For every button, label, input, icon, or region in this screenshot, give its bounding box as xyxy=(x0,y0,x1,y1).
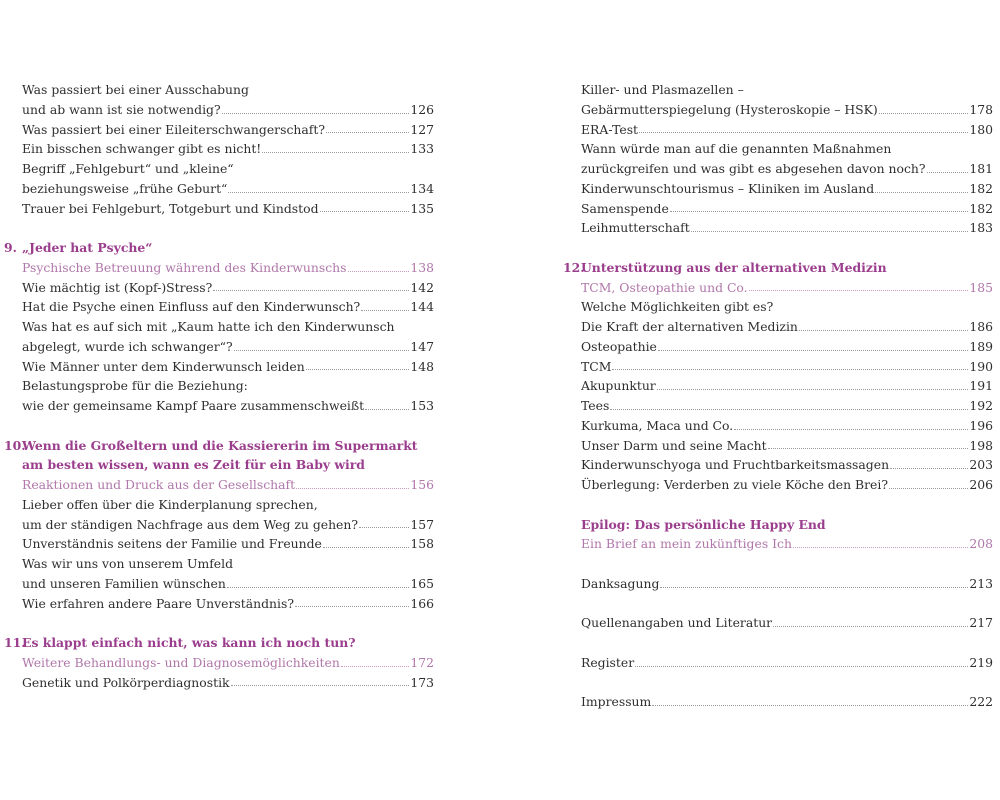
toc-entry-title: Killer- und Plasmazellen – xyxy=(581,82,744,97)
toc-entry-title: Welche Möglichkeiten gibt es? xyxy=(581,299,774,315)
dot-leader xyxy=(365,409,409,410)
toc-entry xyxy=(4,574,434,594)
chapter-number: 10. xyxy=(4,437,26,453)
toc-entry-title: Genetik und Polkörperdiagnostik xyxy=(22,674,230,690)
toc-entry xyxy=(563,218,993,238)
toc-entry-title: Wie Männer unter dem Kinderwunsch leiden xyxy=(22,358,305,374)
toc-entry-title: Es klappt einfach nicht, was kann ich noch tun? xyxy=(22,635,356,650)
toc-entry-title: Unser Darm und seine Macht xyxy=(581,437,767,453)
toc-entry-title: Ein bisschen schwanger gibt es nicht! xyxy=(22,141,262,157)
page-number: 203 xyxy=(969,457,993,473)
toc-spacer xyxy=(563,495,993,515)
dot-leader xyxy=(227,587,409,588)
toc-entry-title: Trauer bei Fehlgeburt, Totgeburt und Kindstod xyxy=(22,200,319,216)
toc-entry xyxy=(4,534,434,554)
dot-leader xyxy=(234,350,410,351)
dot-leader xyxy=(691,231,969,232)
page-number: 165 xyxy=(410,575,434,591)
toc-entry xyxy=(4,376,434,396)
chapter-subtitle-entry xyxy=(563,534,993,554)
dot-leader xyxy=(262,152,409,153)
toc-spacer xyxy=(563,238,993,258)
toc-entry-title: TCM, Osteopathie und Co. xyxy=(581,279,748,295)
dot-leader xyxy=(348,271,410,272)
toc-entry-title: um der ständigen Nachfrage aus dem Weg zu gehen? xyxy=(22,516,359,532)
toc-spacer xyxy=(563,594,993,614)
toc-entry-title: Osteopathie xyxy=(581,338,657,354)
toc-entry-title: Epilog: Das persönliche Happy End xyxy=(581,516,826,532)
dot-leader xyxy=(799,330,968,331)
toc-entry-title: und ab wann ist sie notwendig? xyxy=(22,101,221,117)
toc-entry-title: Hat die Psyche einen Einfluss auf den Kinderwunsch? xyxy=(22,299,361,315)
page-number: 153 xyxy=(410,398,434,413)
toc-entry xyxy=(563,692,993,712)
dot-leader xyxy=(320,211,410,212)
chapter-subtitle-entry xyxy=(4,653,434,673)
page-number: 138 xyxy=(410,259,434,275)
chapter-number: 12. xyxy=(563,259,585,275)
toc-spacer xyxy=(4,218,434,238)
toc-entry-title: Was passiert bei einer Eileiterschwangerschaft? xyxy=(22,121,325,137)
toc-entry-title: Wie mächtig ist (Kopf-)Stress? xyxy=(22,279,213,295)
page-number: 178 xyxy=(969,101,993,117)
toc-entry-title: Register xyxy=(581,654,635,670)
dot-leader xyxy=(927,172,969,173)
toc-entry xyxy=(4,120,434,140)
toc-left-page xyxy=(4,80,434,692)
toc-entry xyxy=(563,337,993,357)
toc-entry xyxy=(563,179,993,199)
toc-entry-title: Psychische Betreuung während des Kinderwunschs xyxy=(22,259,347,275)
page-number: 126 xyxy=(410,101,434,117)
dot-leader xyxy=(658,350,968,351)
chapter-number: 11. xyxy=(4,635,26,650)
dot-leader xyxy=(361,310,409,311)
dot-leader xyxy=(768,448,969,449)
dot-leader xyxy=(890,468,968,469)
page-number: 133 xyxy=(410,141,434,157)
toc-entry-title: Was passiert bei einer Ausschabung xyxy=(22,82,249,97)
toc-spacer xyxy=(563,554,993,574)
toc-entry-title: Leihmutterschaft xyxy=(581,220,690,236)
toc-entry-title: Gebärmutterspiegelung (Hysteroskopie – HSK) xyxy=(581,101,878,117)
toc-entry xyxy=(563,436,993,456)
toc-entry xyxy=(563,653,993,673)
chapter-subtitle-entry xyxy=(4,475,434,495)
page-number: 185 xyxy=(969,279,993,295)
toc-entry-title: Belastungsprobe für die Beziehung: xyxy=(22,378,248,394)
toc-entry xyxy=(4,297,434,317)
toc-entry-title: Akupunktur xyxy=(581,378,656,394)
chapter-heading xyxy=(563,515,993,535)
page-number: 213 xyxy=(969,575,993,591)
page-number: 191 xyxy=(969,378,993,394)
toc-entry-title: Danksagung xyxy=(581,575,660,591)
toc-entry xyxy=(563,139,993,159)
dot-leader xyxy=(213,290,409,291)
dot-leader xyxy=(231,685,410,686)
toc-spacer xyxy=(563,633,993,653)
toc-spacer xyxy=(4,416,434,436)
toc-entry-title: und unseren Familien wünschen xyxy=(22,575,226,591)
toc-entry xyxy=(4,199,434,219)
page-number: 206 xyxy=(969,477,993,492)
dot-leader xyxy=(610,409,968,410)
toc-entry xyxy=(4,357,434,377)
page-number: 198 xyxy=(969,437,993,453)
page-number: 222 xyxy=(969,694,993,710)
toc-entry xyxy=(4,80,434,100)
toc-entry xyxy=(563,357,993,377)
chapter-subtitle-entry xyxy=(4,258,434,278)
page-number: 219 xyxy=(969,654,993,670)
page-number: 135 xyxy=(410,200,434,216)
toc-entry-title: Reaktionen und Druck aus der Gesellschaft xyxy=(22,477,296,492)
toc-entry xyxy=(4,673,434,693)
page-number: 183 xyxy=(969,220,993,236)
dot-leader xyxy=(326,132,409,133)
toc-entry xyxy=(4,179,434,199)
page-number: 157 xyxy=(410,516,434,532)
page-number: 142 xyxy=(410,279,434,295)
toc-right-page xyxy=(563,80,993,712)
toc-entry xyxy=(563,416,993,436)
toc-entry xyxy=(4,100,434,120)
toc-entry xyxy=(563,317,993,337)
page-number: 189 xyxy=(969,338,993,354)
toc-entry-title: Überlegung: Verderben zu viele Köche den Brei? xyxy=(581,477,888,492)
page-number: 172 xyxy=(410,654,434,670)
page-number: 158 xyxy=(410,536,434,552)
page-number: 156 xyxy=(410,477,434,492)
page-number: 144 xyxy=(410,299,434,315)
toc-entry xyxy=(563,396,993,416)
dot-leader xyxy=(359,527,409,528)
toc-entry-title: am besten wissen, wann es Zeit für ein Baby wird xyxy=(22,457,365,473)
toc-entry-title: Was hat es auf sich mit „Kaum hatte ich den Kinderwunsch xyxy=(22,319,395,334)
toc-entry-title: Wie erfahren andere Paare Unverständnis? xyxy=(22,595,294,611)
toc-entry-title: Unverständnis seitens der Familie und Freunde xyxy=(22,536,322,552)
toc-entry xyxy=(563,574,993,594)
toc-entry xyxy=(563,376,993,396)
toc-entry-title: zurückgreifen und was gibt es abgesehen davon noch? xyxy=(581,161,926,176)
dot-leader xyxy=(612,369,968,370)
toc-entry-title: Ein Brief an mein zukünftiges Ich xyxy=(581,536,792,552)
page-number: 182 xyxy=(969,180,993,196)
toc-entry xyxy=(4,278,434,298)
toc-entry xyxy=(4,317,434,337)
dot-leader xyxy=(222,113,410,114)
toc-entry-title: Tees xyxy=(581,398,610,413)
toc-entry-title: Samenspende xyxy=(581,200,669,216)
toc-entry-title: ERA-Test xyxy=(581,121,639,137)
toc-entry xyxy=(563,297,993,317)
toc-entry-title: Weitere Behandlungs- und Diagnosemöglichkeiten xyxy=(22,654,340,670)
dot-leader xyxy=(306,369,410,370)
page-number: 127 xyxy=(410,121,434,137)
dot-leader xyxy=(734,429,968,430)
page-number: 148 xyxy=(410,358,434,374)
dot-leader xyxy=(660,587,968,588)
toc-entry-title: Kinderwunschtourismus – Kliniken im Ausland xyxy=(581,180,875,196)
page-number: 190 xyxy=(969,358,993,374)
page-number: 208 xyxy=(969,536,993,552)
toc-entry xyxy=(4,495,434,515)
page-number: 192 xyxy=(969,398,993,413)
toc-entry xyxy=(4,396,434,416)
toc-entry xyxy=(563,455,993,475)
dot-leader xyxy=(749,290,969,291)
toc-entry-title: Kurkuma, Maca und Co. xyxy=(581,417,734,433)
chapter-subtitle-entry xyxy=(563,278,993,298)
toc-entry xyxy=(563,159,993,179)
toc-entry-title: Was wir uns von unserem Umfeld xyxy=(22,556,234,571)
toc-entry-title: Die Kraft der alternativen Medizin xyxy=(581,319,798,334)
toc-entry xyxy=(563,613,993,633)
toc-entry-title: beziehungsweise „frühe Geburt“ xyxy=(22,180,228,196)
page-number: 166 xyxy=(410,595,434,611)
chapter-number: 9. xyxy=(4,240,17,255)
toc-entry-title: TCM xyxy=(581,358,612,374)
toc-entry xyxy=(563,199,993,219)
toc-entry-title: Quellenangaben und Literatur xyxy=(581,615,773,631)
dot-leader xyxy=(875,192,968,193)
page-number: 134 xyxy=(410,180,434,196)
toc-entry-title: Impressum xyxy=(581,694,652,710)
dot-leader xyxy=(793,547,968,548)
toc-entry-title: wie der gemeinsame Kampf Paare zusammenschweißt xyxy=(22,398,365,413)
toc-entry-title: Wenn die Großeltern und die Kassiererin im Supermarkt xyxy=(22,437,418,453)
page-number: 186 xyxy=(969,319,993,334)
toc-entry xyxy=(4,139,434,159)
toc-spacer xyxy=(563,673,993,693)
dot-leader xyxy=(879,113,969,114)
toc-entry-title: Unterstützung aus der alternativen Medizin xyxy=(581,259,887,275)
toc-entry xyxy=(4,159,434,179)
toc-entry-title: abgelegt, wurde ich schwanger“? xyxy=(22,338,233,354)
chapter-heading xyxy=(4,455,434,475)
toc-entry xyxy=(4,515,434,535)
dot-leader xyxy=(295,606,409,607)
dot-leader xyxy=(889,488,968,489)
toc-entry xyxy=(4,594,434,614)
toc-entry-title: Lieber offen über die Kinderplanung sprechen, xyxy=(22,496,318,512)
dot-leader xyxy=(639,132,968,133)
toc-entry-title: Wann würde man auf die genannten Maßnahmen xyxy=(581,141,892,157)
dot-leader xyxy=(228,192,409,193)
chapter-heading xyxy=(563,258,993,278)
dot-leader xyxy=(652,705,968,706)
toc-entry xyxy=(563,120,993,140)
page-number: 173 xyxy=(410,674,434,690)
toc-spacer xyxy=(4,613,434,633)
toc-entry xyxy=(4,554,434,574)
dot-leader xyxy=(341,666,410,667)
toc-entry-title: Begriff „Fehlgeburt“ und „kleine“ xyxy=(22,161,234,176)
dot-leader xyxy=(773,626,968,627)
toc-entry-title: Kinderwunschyoga und Fruchtbarkeitsmassagen xyxy=(581,457,890,473)
dot-leader xyxy=(323,547,409,548)
page-number: 217 xyxy=(969,615,993,631)
chapter-heading xyxy=(4,436,434,456)
dot-leader xyxy=(296,488,409,489)
page-number: 182 xyxy=(969,200,993,216)
toc-entry xyxy=(563,100,993,120)
chapter-heading xyxy=(4,238,434,258)
chapter-heading xyxy=(4,633,434,653)
toc-entry xyxy=(563,475,993,495)
dot-leader xyxy=(670,211,969,212)
page-number: 147 xyxy=(410,338,434,354)
page-number: 180 xyxy=(969,121,993,137)
page-number: 196 xyxy=(969,417,993,433)
dot-leader xyxy=(657,389,969,390)
page-number: 181 xyxy=(969,161,993,176)
dot-leader xyxy=(635,666,968,667)
toc-entry-title: „Jeder hat Psyche“ xyxy=(22,240,153,255)
toc-entry xyxy=(563,80,993,100)
toc-entry xyxy=(4,337,434,357)
